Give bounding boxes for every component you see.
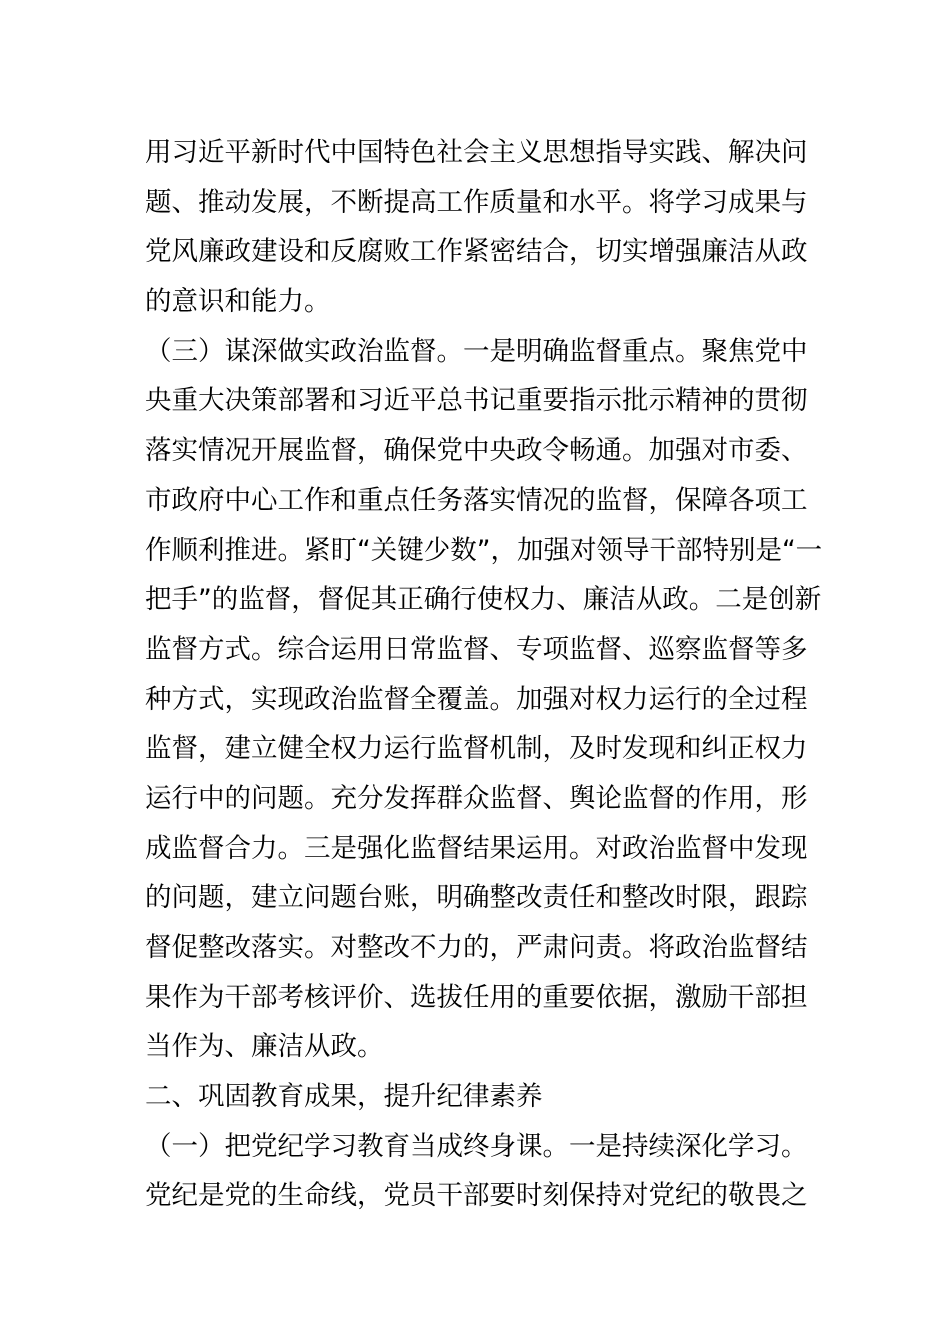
section-heading-line: 二、巩固教育成果，提升纪律素养 [145, 1081, 543, 1113]
section-heading-line: （三）谋深做实政治监督。一是明确监督重点。聚焦党中 [145, 335, 808, 367]
text-line: 运行中的问题。充分发挥群众监督、舆论监督的作用，形 [145, 782, 808, 814]
text-line: 央重大决策部署和习近平总书记重要指示批示精神的贯彻 [145, 385, 808, 417]
document-body [145, 128, 825, 1221]
text-line: 果作为干部考核评价、选拔任用的重要依据，激励干部担 [145, 981, 808, 1013]
text-line: 用习近平新时代中国特色社会主义思想指导实践、解决问 [145, 137, 808, 168]
text-line: 落实情况开展监督，确保党中央政令畅通。加强对市委、 [145, 435, 808, 467]
text-line: 作顺利推进。紧盯“关键少数”，加强对领导干部特别是“一 [145, 534, 823, 566]
text-line: 成监督合力。三是强化监督结果运用。对政治监督中发现 [145, 832, 808, 864]
text-line: 党风廉政建设和反腐败工作紧密结合，切实增强廉洁从政 [145, 236, 808, 268]
text-line: 监督，建立健全权力运行监督机制，及时发现和纠正权力 [145, 733, 808, 765]
text-line: 把手”的监督，督促其正确行使权力、廉洁从政。二是创新 [145, 584, 822, 616]
text-line: 党纪是党的生命线，党员干部要时刻保持对党纪的敬畏之 [145, 1180, 808, 1212]
text-line: 当作为、廉洁从政。 [145, 1031, 384, 1063]
text-line: 题、推动发展，不断提高工作质量和水平。将学习成果与 [145, 186, 808, 218]
section-heading-line: （一）把党纪学习教育当成终身课。一是持续深化学习。 [145, 1130, 808, 1162]
text-line: 的问题，建立问题台账，明确整改责任和整改时限，跟踪 [145, 882, 808, 914]
text-line: 的意识和能力。 [145, 286, 331, 318]
text-line: 监督方式。综合运用日常监督、专项监督、巡察监督等多 [145, 633, 808, 665]
text-line: 督促整改落实。对整改不力的，严肃问责。将政治监督结 [145, 932, 808, 963]
text-line: 种方式，实现政治监督全覆盖。加强对权力运行的全过程 [145, 683, 808, 715]
text-line: 市政府中心工作和重点任务落实情况的监督，保障各项工 [145, 484, 808, 516]
